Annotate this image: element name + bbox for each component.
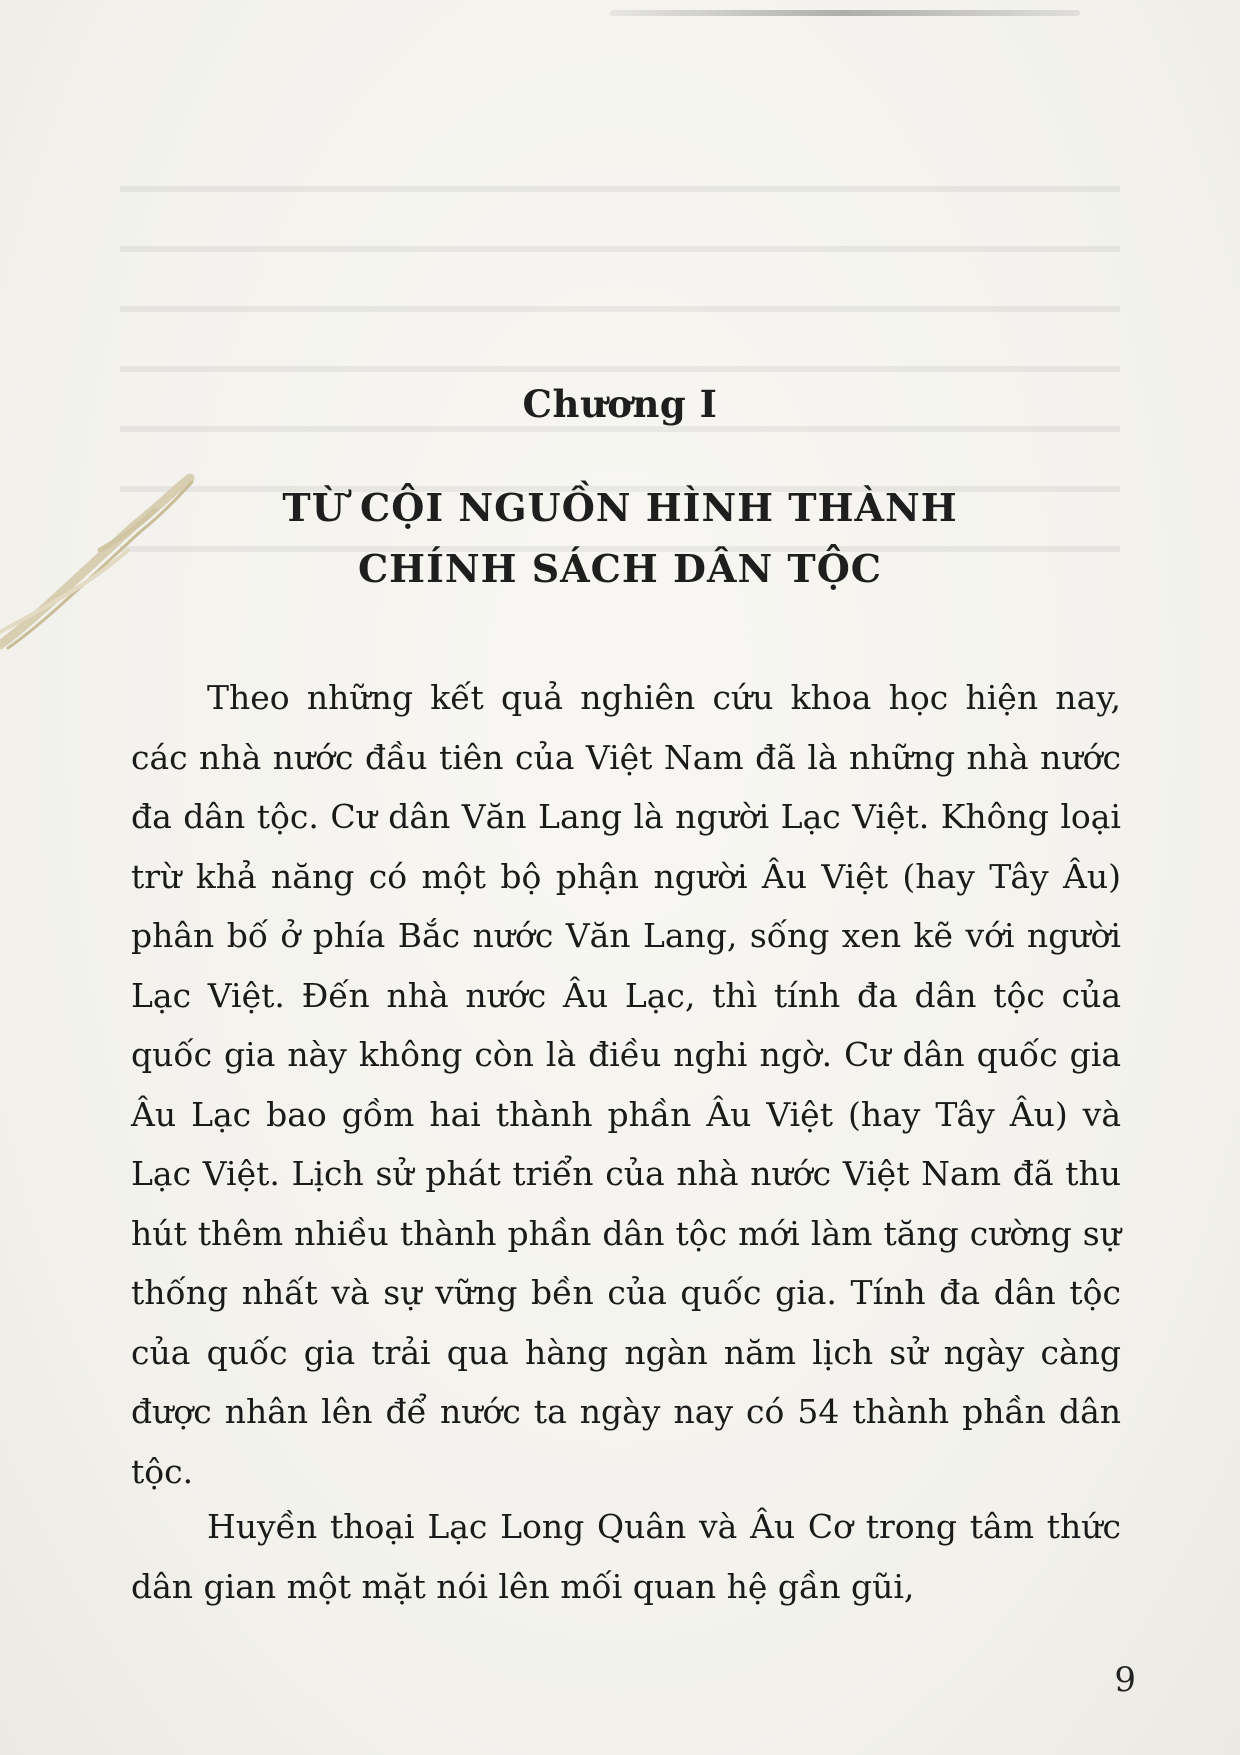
chapter-label: Chương I: [522, 382, 718, 426]
chapter-title-line-2: CHÍNH SÁCH DÂN TỘC: [357, 546, 883, 591]
page-number: 9: [1114, 1660, 1136, 1700]
chapter-title-line-1: TỪ CỘI NGUỒN HÌNH THÀNH: [282, 485, 958, 530]
page-top-edge: [610, 10, 1080, 16]
body-paragraph-1: Theo những kết quả nghiên cứu khoa học hiện nay, các nhà nước đầu tiên của Việt Nam đã là những nhà nước đa dân tộc. Cư dân Văn Lang là người Lạc Việt. Không loại trừ khả năng có một bộ phận người Âu Việt (hay Tây Âu) phân bố ở phía Bắc nước Văn Lang, sống xen kẽ với người Lạc Việt. Đến nhà nước Âu Lạc, thì tính đa dân tộc của quốc gia này không còn là điều nghi ngờ. Cư dân quốc gia Âu Lạc bao gồm hai thành phần Âu Việt (hay Tây Âu) và Lạc Việt. Lịch sử phát triển của nhà nước Việt Nam đã thu hút thêm nhiều thành phần dân tộc mới làm tăng cường sự thống nhất và sự vững bền của quốc gia. Tính đa dân tộc của quốc gia trải qua hàng ngàn năm lịch sử ngày càng được nhân lên để nước ta ngày nay có 54 thành phần dân tộc.: [131, 678, 1121, 1491]
body-paragraph-2: Huyền thoại Lạc Long Quân và Âu Cơ trong tâm thức dân gian một mặt nói lên mối quan hệ gần gũi,: [131, 1507, 1121, 1606]
